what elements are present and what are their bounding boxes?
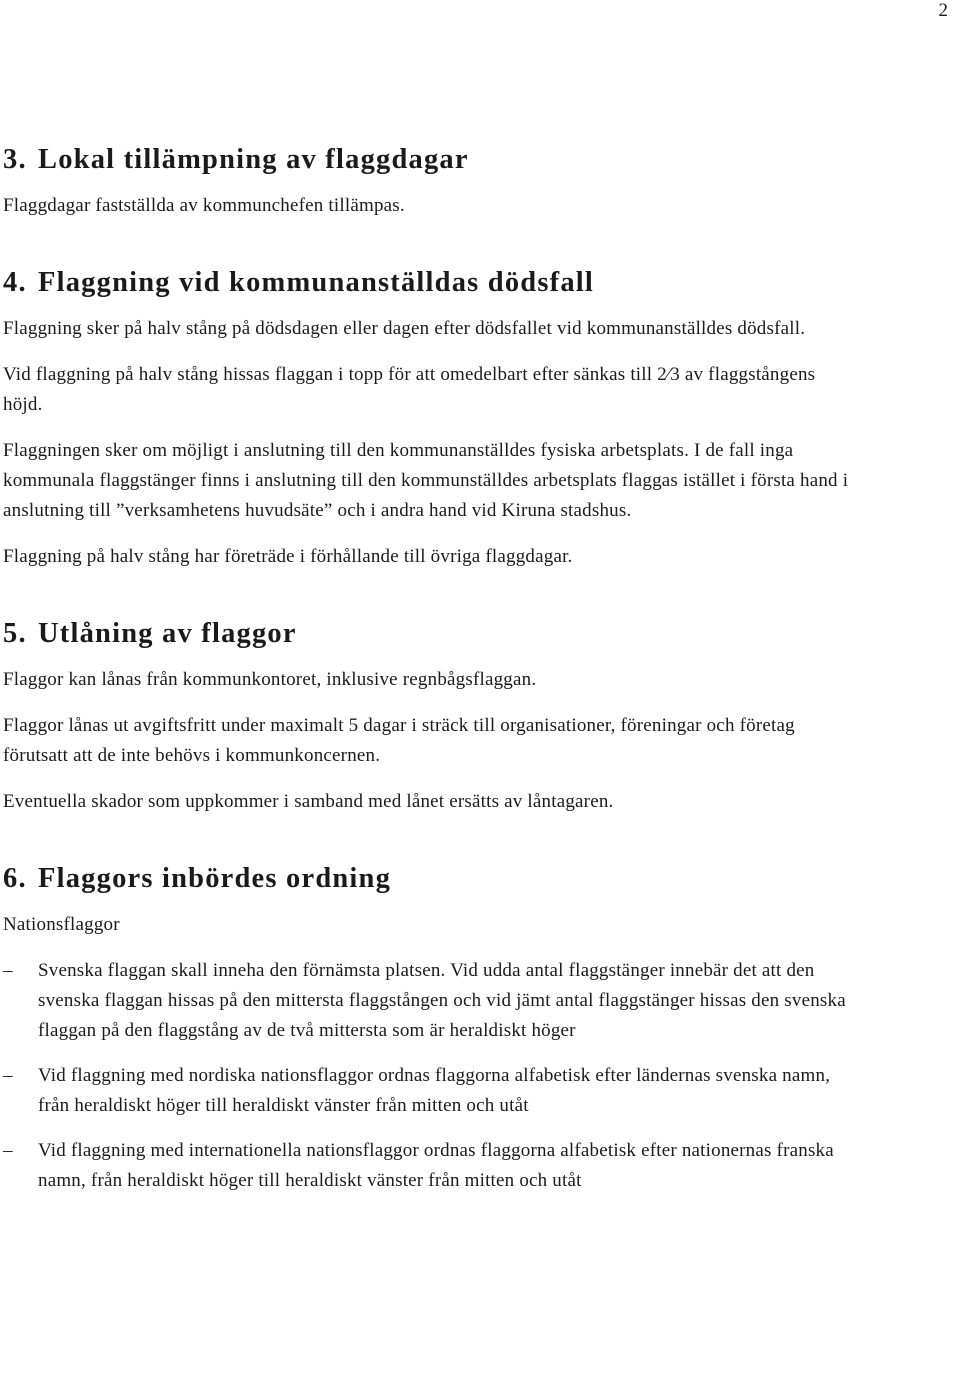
section-6 [3, 864, 853, 1196]
paragraph: Vid flaggning på halv stång hissas flaggan i topp för att omedelbart efter sänkas till 2⁄3 av flaggstångens höjd. [3, 364, 816, 415]
section-5 [3, 619, 853, 817]
section-4 [3, 268, 853, 572]
ordering-list [3, 956, 853, 1196]
paragraph: Flaggdagar fastställda av kommunchefen tillämpas. [3, 195, 405, 216]
section-number: 5. [3, 618, 27, 649]
section-title: Flaggors inbördes ordning [38, 863, 392, 894]
section-title: Utlåning av flaggor [38, 618, 297, 649]
section-heading [3, 619, 853, 649]
list-item [3, 956, 853, 1046]
section-heading [3, 268, 853, 298]
list-item [3, 1136, 853, 1196]
paragraph: Flaggor lånas ut avgiftsfritt under maximalt 5 dagar i sträck till organisationer, föreningar och företag förutsatt att de inte behövs i kommunkoncernen. [3, 715, 795, 766]
paragraph: Eventuella skador som uppkommer i samband med lånet ersätts av låntagaren. [3, 791, 614, 812]
list-item-text: Svenska flaggan skall inneha den förnämsta platsen. Vid udda antal flaggstänger innebär det att den svenska flaggan hissas på den mittersta flaggstången och vid jämt antal flaggstänger hissas den svenska flaggan på den flaggstång av de två mittersta som är heraldiskt höger [38, 960, 846, 1041]
paragraph: Flaggor kan lånas från kommunkontoret, inklusive regnbågsflaggan. [3, 669, 537, 690]
section-heading [3, 864, 853, 894]
list-item-text: Vid flaggning med nordiska nationsflaggor ordnas flaggorna alfabetisk efter ländernas svenska namn, från heraldiskt höger till heraldiskt vänster från mitten och utåt [38, 1065, 831, 1116]
section-number: 3. [3, 144, 27, 175]
section-title: Lokal tillämpning av flaggdagar [38, 144, 469, 175]
list-item [3, 1061, 853, 1121]
section-title: Flaggning vid kommunanställdas dödsfall [38, 267, 595, 298]
document-body [3, 145, 853, 1196]
dash-marker: – [3, 1065, 13, 1086]
dash-marker: – [3, 1140, 13, 1161]
section-heading [3, 145, 853, 175]
section-3 [3, 145, 853, 221]
subheading: Nationsflaggor [3, 914, 120, 935]
section-number: 6. [3, 863, 27, 894]
dash-marker: – [3, 960, 13, 981]
paragraph: Flaggning sker på halv stång på dödsdagen eller dagen efter dödsfallet vid kommunanställdes dödsfall. [3, 318, 806, 339]
paragraph: Flaggningen sker om möjligt i anslutning till den kommunanställdes fysiska arbetsplats. I de fall inga kommunala flaggstänger finns i anslutning till den kommunställdes arbetsplats flaggas istället i första hand i anslutning till ”verksamhetens huvudsäte” och i andra hand vid Kiruna stadshus. [3, 440, 849, 521]
paragraph: Flaggning på halv stång har företräde i förhållande till övriga flaggdagar. [3, 546, 573, 567]
section-number: 4. [3, 267, 27, 298]
page-number: 2 [938, 0, 948, 21]
list-item-text: Vid flaggning med internationella nationsflaggor ordnas flaggorna alfabetisk efter nationernas franska namn, från heraldiskt höger till heraldiskt vänster från mitten och utåt [38, 1140, 834, 1191]
